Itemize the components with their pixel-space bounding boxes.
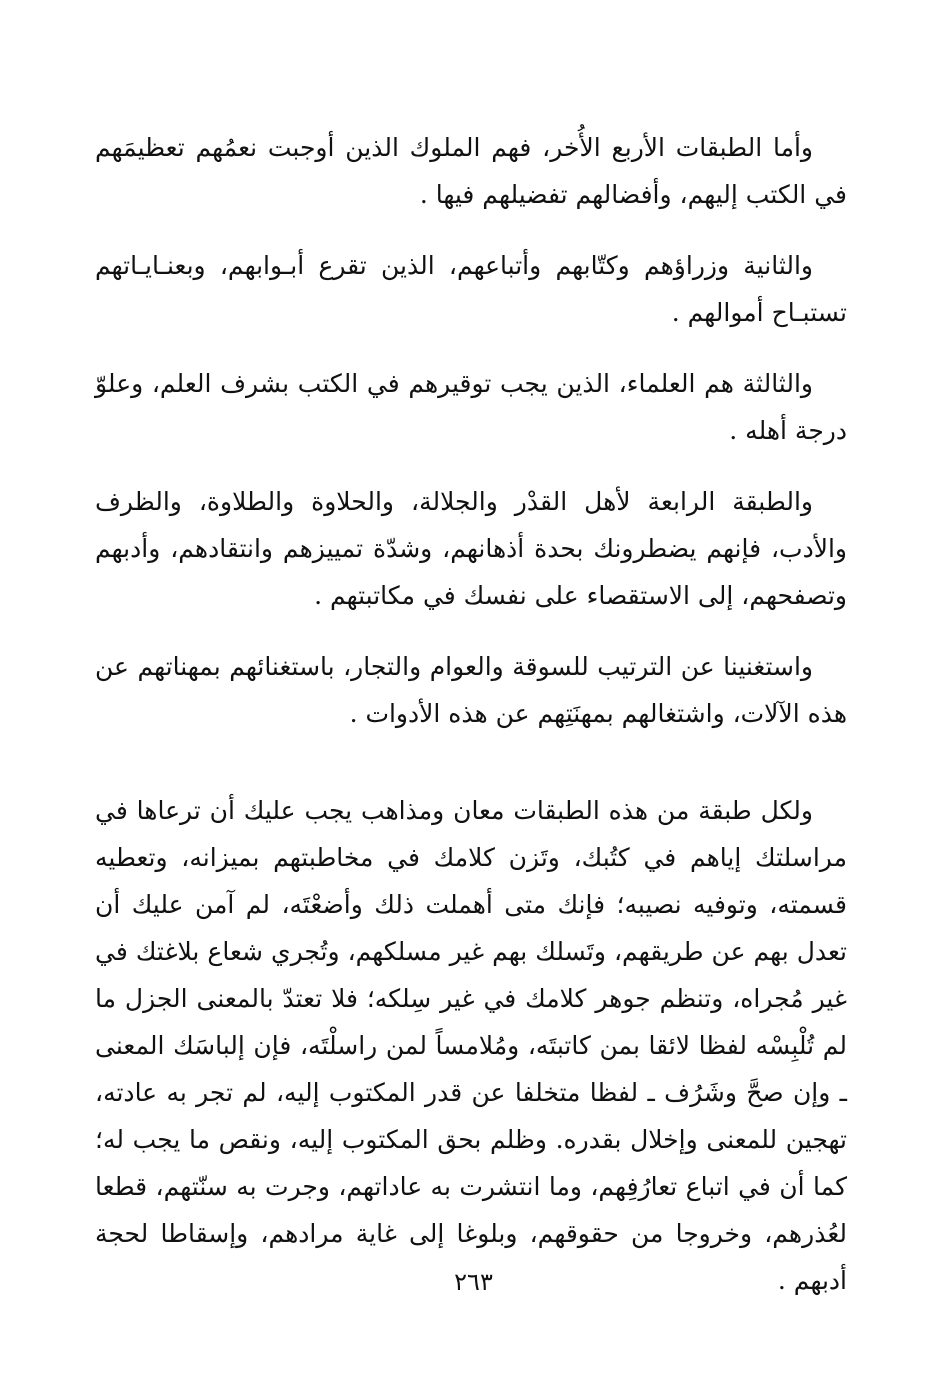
paragraph-1: وأما الطبقات الأربع الأُخر، فهم الملوك الذين أوجبت نعمُهم تعظيمَهم في الكتب إليهم، وأفضالهم تفضيلهم فيها . — [95, 133, 847, 209]
paragraph-4: والطبقة الرابعة لأهل القدْر والجلالة، والحلاوة والطلاوة، والظرف والأدب، فإنهم يضطرونك بحدة أذهانهم، وشدّة تمييزهم وانتقادهم، وأدبهم وتصفحهم، إلى الاستقصاء على نفسك في مكاتبتهم . — [95, 487, 847, 610]
page-number: ٢٦٣ — [454, 1268, 493, 1296]
paragraph-5: واستغنينا عن الترتيب للسوقة والعوام والتجار، باستغنائهم بمهناتهم عن هذه الآلات، واشتغالهم بمهنَتِهم عن هذه الأدوات . — [95, 652, 847, 728]
body-text — [95, 124, 847, 1304]
paragraph-2: والثانية وزراؤهم وكتّابهم وأتباعهم، الذين تقرع أبـوابهم، وبعنـايـاتهم تستبـاح أموالهم . — [95, 251, 847, 327]
paragraph-6: ولكل طبقة من هذه الطبقات معان ومذاهب يجب عليك أن ترعاها في مراسلتك إياهم في كتُبك، وتَزن كلامك في مخاطبتهم بميزانه، وتعطيه قسمته، وتوفيه نصيبه؛ فإنك متى أهملت ذلك وأضعْتَه، لم آمن عليك أن تعدل بهم عن طريقهم، وتَسلك بهم غير مسلكهم، وتُجري شعاع بلاغتك في غير مُجراه، وتنظم جوهر كلامك في غير سِلكه؛ فلا تعتدّ بالمعنى الجزل ما لم تُلْبِسْه لفظا لائقا بمن كاتبتَه، ومُلامساً لمن راسلْتَه، فإن إلباسَك المعنى ـ وإن صحَّ وشَرُف ـ لفظا متخلفا عن قدر المكتوب إليه، لم تجر به عادته، تهجين للمعنى وإخلال بقدره. وظلم بحق المكتوب إليه، ونقص ما يجب له؛ كما أن في اتباع تعارُفِهم، وما انتشرت به عاداتهم، وجرت به سنّتهم، قطعا لعُذرهم، وخروجا من حقوقهم، وبلوغا إلى غاية مرادهم، وإسقاطا لحجة أدبهم . — [95, 796, 847, 1295]
paragraph-3: والثالثة هم العلماء، الذين يجب توقيرهم في الكتب بشرف العلم، وعلوّ درجة أهله . — [95, 369, 847, 445]
